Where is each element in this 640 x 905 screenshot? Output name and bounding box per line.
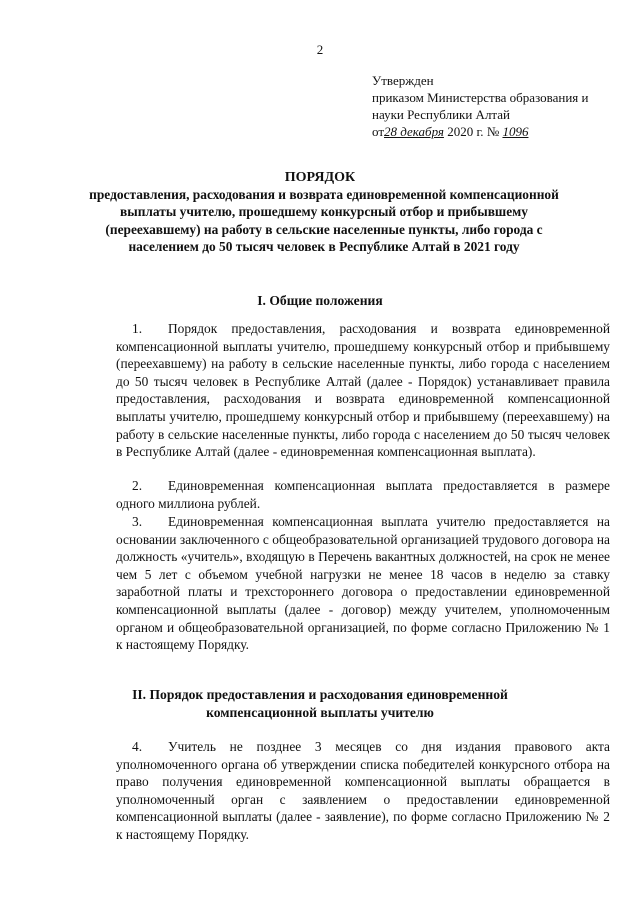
paragraph-1 (116, 320, 610, 461)
handwritten-date: 28 декабря (384, 124, 444, 139)
paragraph-text: Учитель не позднее 3 месяцев со дня издания правового акта уполномоченного органа об утверждении списка победителей конкурсного отбора на право получения единовременной компенсационной выплаты обращается в уполномоченный орган с заявлением о предоставлении единовременной компенсационной выплаты (далее - заявление), по форме согласно Приложению № 2 к настоящему Порядку. (116, 739, 610, 842)
section-heading-text: II. Порядок предоставления и расходования единовременной компенсационной выплаты учителю (132, 687, 508, 720)
section-heading-1: I. Общие положения (257, 293, 383, 308)
document-title: ПОРЯДОК (284, 170, 356, 185)
paragraph-number: 1. (132, 321, 143, 336)
paragraph-number: 2. (132, 478, 143, 493)
paragraph-number: 4. (132, 739, 143, 754)
approval-line: Утвержден (372, 73, 434, 88)
paragraph-text: Единовременная компенсационная выплата предоставляется в размере одного миллиона рублей. (116, 478, 610, 511)
paragraph-text: Порядок предоставления, расходования и возврата единовременной компенсационной выплаты учителю, прошедшему конкурсный отбор и прибывшему (переехавшему) на работу в сельские населенные пункты, либо города с населением до 50 тысяч человек в Республике Алтай (далее - Порядок) устанавливает правила предоставления, расходования и возврата единовременной компенсационной выплаты учителю, прошедшему конкурсный отбор и прибывшему (переехавшему) на работу в сельские населенные пункты, либо города с населением до 50 тысяч человек в Республике Алтай (далее - единовременная компенсационная выплата). (116, 321, 610, 460)
approval-line: науки Республики Алтай (372, 107, 510, 122)
paragraph-3 (116, 513, 610, 654)
paragraph-2 (116, 477, 610, 512)
approval-line: приказом Министерства образования и (372, 90, 589, 105)
paragraph-text: Единовременная компенсационная выплата учителю предоставляется на основании заключенного с общеобразовательной организацией трудового договора на должность «учитель», входящую в Перечень вакантных должностей, на срок не менее чем 5 лет с объемом учебной нагрузки не менее 18 часов в неделю за ставку заработной платы и трехстороннего договора о предоставлении единовременной компенсационной выплаты (далее - договор) между учителем, уполномоченным органом и общеобразовательной организацией, по форме согласно Приложению № 1 к настоящему Порядку. (116, 514, 610, 653)
date-prefix: от (372, 124, 385, 139)
approval-block (372, 72, 622, 140)
number-prefix: № (486, 124, 500, 139)
handwritten-number: 1096 (502, 124, 529, 139)
page-number: 2 (316, 42, 324, 57)
section-heading-2 (0, 686, 640, 721)
approval-date-line (372, 123, 622, 140)
paragraph-4 (116, 738, 610, 844)
document-subtitle: предоставления, расходования и возврата единовременной компенсационной выплаты учителю, прошедшему конкурсный отбор и прибывшему (переехавшему) на работу в сельские населенные пункты, либо города с населением до 50 тысяч человек в Республике Алтай в 2021 году (89, 187, 559, 255)
date-year: 2020 г. (447, 124, 484, 139)
paragraph-number: 3. (132, 514, 143, 529)
